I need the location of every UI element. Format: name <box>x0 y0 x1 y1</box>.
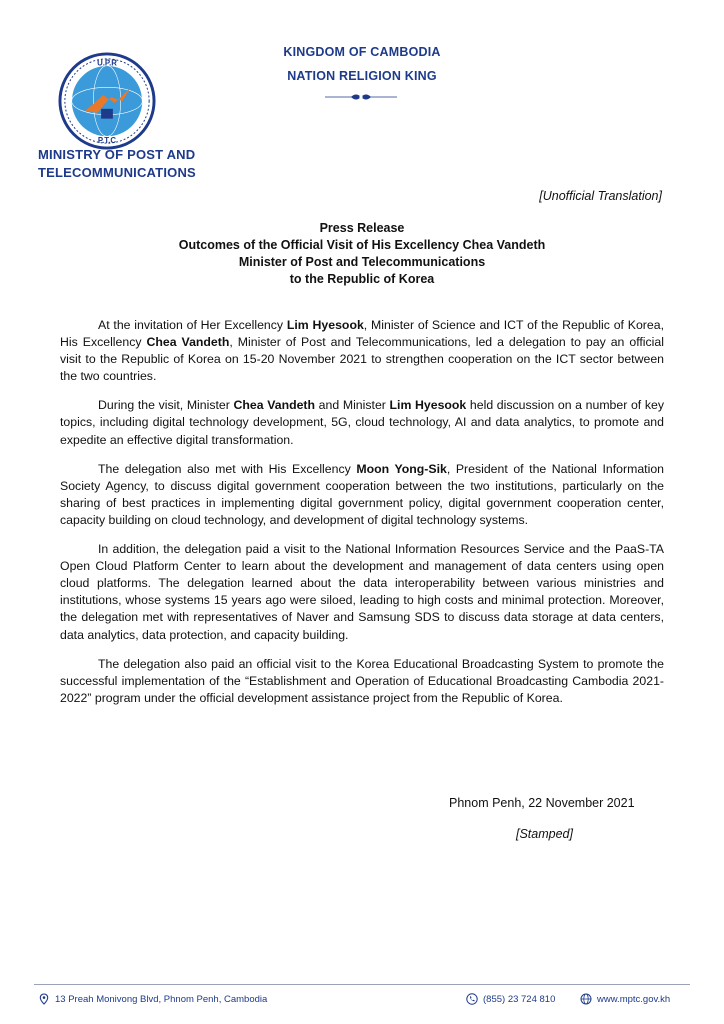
translation-note: [Unofficial Translation] <box>539 189 662 203</box>
footer-address <box>38 993 267 1005</box>
person-name: Moon Yong-Sik <box>356 461 447 476</box>
heading-line-3: Minister of Post and Telecommunications <box>238 255 486 269</box>
phone-icon <box>466 993 478 1005</box>
text-run: , Minister of Science and ICT of the Republic of Korea, His Excellency <box>60 318 664 350</box>
paragraph-2 <box>60 397 664 448</box>
heading-line-2: Outcomes of the Official Visit of His Excellency Chea Vandeth <box>178 238 546 252</box>
text-run: and Minister <box>315 398 390 413</box>
text-run: The delegation also met with His Excellency <box>98 461 357 476</box>
person-name: Lim Hyesook <box>389 398 467 413</box>
press-release-heading <box>60 220 664 288</box>
ministry-line-2: TELECOMMUNICATIONS <box>38 165 196 180</box>
person-name: Lim Hyesook <box>286 318 364 332</box>
ministry-line-1: MINISTRY OF POST AND <box>38 147 196 162</box>
person-name: Chea Vandeth <box>233 398 316 413</box>
ministry-logo <box>58 52 156 150</box>
logo-top-text: U.P.R <box>97 58 117 68</box>
globe-icon <box>580 993 592 1005</box>
press-release-body <box>60 317 664 719</box>
ministry-name <box>38 146 228 182</box>
logo-bottom-text: P.T.C <box>97 136 117 146</box>
text-run: , Minister of Post and Telecommunications, led a delegation to pay an official visit to the Republic of Korea on 15-20 November 2021 to strengthen cooperation on the ICT sector between the two countries. <box>60 335 664 384</box>
paragraph-5: The delegation also paid an official visit to the Korea Educational Broadcasting System to promote the successful implementation of the “Establishment and Operation of Educational Broadcasting Cambodia 2021-2022” program under the official development assistance project from the Republic of Korea. <box>60 656 664 705</box>
footer-address-text: 13 Preah Monivong Blvd, Phnom Penh, Cambodia <box>55 993 268 1005</box>
kingdom-line-1: KINGDOM OF CAMBODIA <box>283 45 441 59</box>
footer-divider <box>34 984 690 985</box>
paragraph-4: In addition, the delegation paid a visit to the National Information Resources Service and the PaaS-TA Open Cloud Platform Center to learn about the development and management of data centers using open cloud platforms. The delegation learned about the data interoperability between various ministries and institutions, whose systems 15 years ago were siloed, leading to high costs and minimal protection. Moreover, the delegation met with representatives of Naver and Samsung SDS to discuss data storage at data centers, data analytics, data protection, and capacity building. <box>60 542 664 642</box>
person-name: Chea Vandeth <box>146 335 230 350</box>
decorative-ornament <box>325 92 397 102</box>
text-run: , President of the National Information Society Agency, to discuss digital government cooperation between the two institutions, particularly on the sharing of best practices in implementing digital government policy, digital government cooperation center, capacity building on cloud technology, and development of digital technology systems. <box>60 461 664 527</box>
paragraph-3 <box>60 461 664 529</box>
footer-phone <box>466 993 555 1005</box>
text-run: During the visit, Minister <box>98 398 234 413</box>
footer-phone-text: (855) 23 724 810 <box>483 993 556 1005</box>
text-run: held discussion on a number of key topics, including digital technology development, 5G, cloud technology, AI and data analytics, to promote and expedite an effective digital transformation. <box>60 398 664 447</box>
place-date: Phnom Penh, 22 November 2021 <box>449 796 635 810</box>
footer-website[interactable] <box>580 993 670 1005</box>
text-run: At the invitation of Her Excellency <box>98 318 287 332</box>
location-pin-icon <box>38 993 50 1005</box>
paragraph-1 <box>60 317 664 385</box>
kingdom-line-2: NATION RELIGION KING <box>287 69 437 83</box>
heading-line-4: to the Republic of Korea <box>289 272 435 286</box>
kingdom-motto <box>272 40 452 88</box>
heading-line-1: Press Release <box>319 221 405 235</box>
footer-website-text[interactable]: www.mptc.gov.kh <box>597 993 671 1005</box>
stamp-note: [Stamped] <box>516 827 573 841</box>
